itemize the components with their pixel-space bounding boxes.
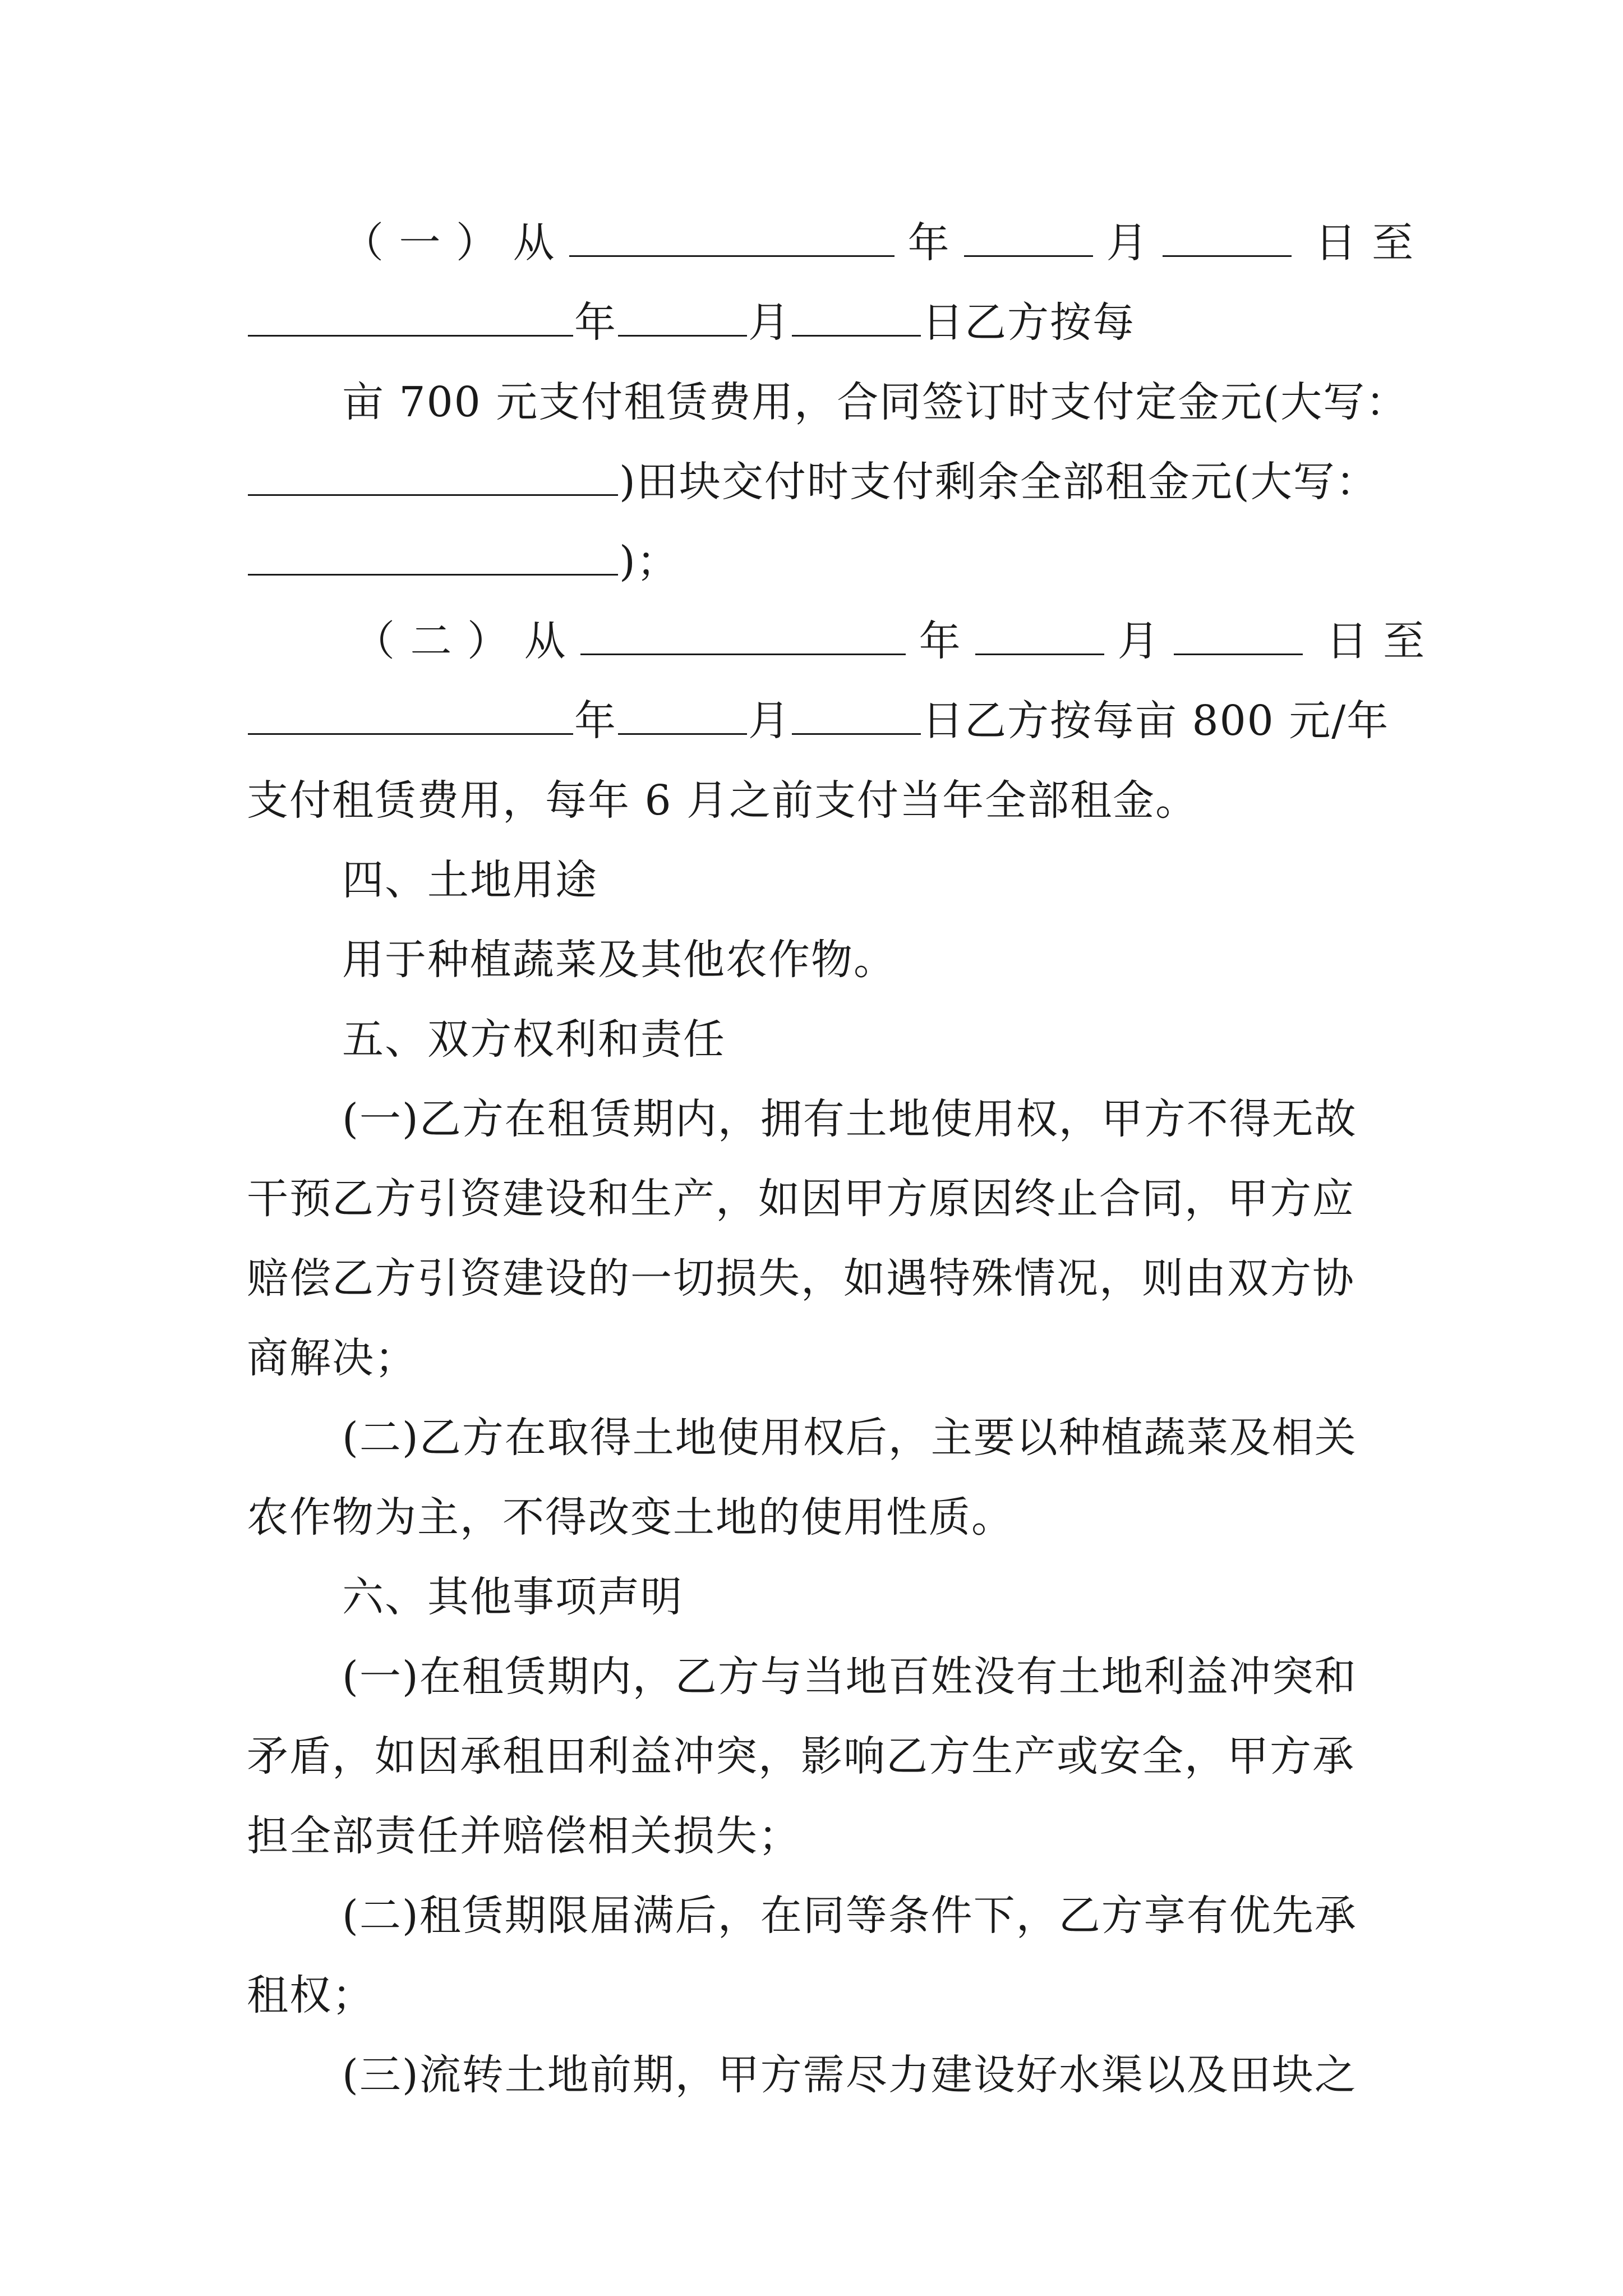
month-label: 月 [1117,617,1160,665]
start-day-blank[interactable] [1163,215,1292,257]
section-heading: 五、双方权利和责任 [342,1015,726,1064]
paragraph-text: (一)乙方在租赁期内，拥有土地使用权，甲方不得无故 [342,1095,1357,1143]
deposit-amount-blank[interactable] [248,454,618,496]
start-month-blank[interactable] [964,215,1093,257]
clause-text: 日乙方按每亩 800 元/年 [922,697,1390,745]
section-heading: 四、土地用途 [342,856,598,904]
paragraph-text: 矛盾，如因承租田利益冲突，影响乙方生产或安全，甲方承 [247,1732,1355,1780]
clause-3-2-line-1 [353,610,1426,672]
clause-3-1-line-3 [342,371,1408,433]
year-label: 年 [907,219,951,267]
end-month-blank-2[interactable] [618,693,747,735]
year-label: 年 [574,298,617,347]
paragraph-text: 农作物为主，不得改变土地的使用性质。 [247,1493,1014,1542]
start-year-blank-2[interactable] [580,613,906,655]
month-label: 月 [1106,219,1149,267]
day-to-label: 日 至 [1326,617,1426,665]
end-day-blank-2[interactable] [792,693,921,735]
clause-5-1-line-1 [342,1088,1357,1150]
clause-3-1-line-4 [247,451,1378,513]
clause-5-2-line-1 [342,1407,1357,1469]
clause-text: 亩 700 元支付租赁费用，合同签订时支付定金元(大写： [342,378,1409,426]
clause-text: )田块交付时支付剩余全部租金元(大写： [619,458,1378,506]
end-month-blank[interactable] [618,295,747,337]
clause-6-1-line-2 [247,1726,1355,1787]
clause-3-1-line-2 [247,292,1135,353]
clause-3-2-label: （ 二 ） 从 [353,617,567,665]
year-label: 年 [919,617,962,665]
clause-5-1-line-4 [247,1327,417,1389]
paragraph-text: (一)在租赁期内，乙方与当地百姓没有土地利益冲突和 [342,1653,1357,1701]
clause-3-2-line-3 [247,770,1198,831]
clause-3-2-line-2 [247,690,1389,752]
remaining-rent-blank[interactable] [248,533,618,576]
month-label: 月 [748,298,791,347]
clause-3-1-line-5 [247,531,679,592]
month-label: 月 [748,697,791,745]
paragraph-text: (二)乙方在取得土地使用权后，主要以种植蔬菜及相关 [342,1414,1357,1462]
clause-3-1-label: （ 一 ） 从 [342,219,556,267]
end-year-blank[interactable] [248,295,573,337]
paragraph-text: 租权； [247,1971,375,2019]
clause-text: 支付租赁费用，每年 6 月之前支付当年全部租金。 [247,776,1198,825]
section-5-heading [342,1009,726,1070]
clause-5-2-line-2 [247,1487,1014,1548]
clause-3-1-line-1 [342,212,1414,274]
day-to-label: 日 至 [1315,219,1415,267]
end-day-blank[interactable] [792,295,921,337]
start-year-blank[interactable] [569,215,895,257]
paragraph-text: 担全部责任并赔偿相关损失； [247,1812,801,1860]
paragraph-text: 干预乙方引资建设和生产，如因甲方原因终止合同，甲方应 [247,1175,1355,1223]
paragraph-text: (三)流转土地前期，甲方需尽力建设好水渠以及田块之 [342,2051,1357,2099]
clause-6-1-line-1 [342,1646,1357,1708]
clause-6-1-line-3 [247,1805,801,1867]
paragraph-text: 赔偿乙方引资建设的一切损失，如遇特殊情况，则由双方协 [247,1254,1355,1303]
clause-6-2-line-2 [247,1964,375,2026]
clause-5-1-line-2 [247,1168,1355,1230]
clause-6-3-line-1 [342,2044,1357,2106]
clause-text: )； [619,537,679,586]
section-4-body [342,929,896,991]
clause-text: 日乙方按每 [922,298,1135,347]
year-label: 年 [574,697,617,745]
section-6-heading [342,1566,683,1628]
clause-5-1-line-3 [247,1248,1355,1309]
start-month-blank-2[interactable] [975,613,1104,655]
start-day-blank-2[interactable] [1174,613,1303,655]
section-heading: 六、其他事项声明 [342,1573,683,1621]
paragraph-text: (二)租赁期限届满后，在同等条件下，乙方享有优先承 [342,1892,1357,1940]
end-year-blank-2[interactable] [248,693,573,735]
section-4-heading [342,849,598,911]
paragraph-text: 商解决； [247,1334,417,1382]
clause-6-2-line-1 [342,1885,1357,1947]
paragraph-text: 用于种植蔬菜及其他农作物。 [342,936,896,984]
